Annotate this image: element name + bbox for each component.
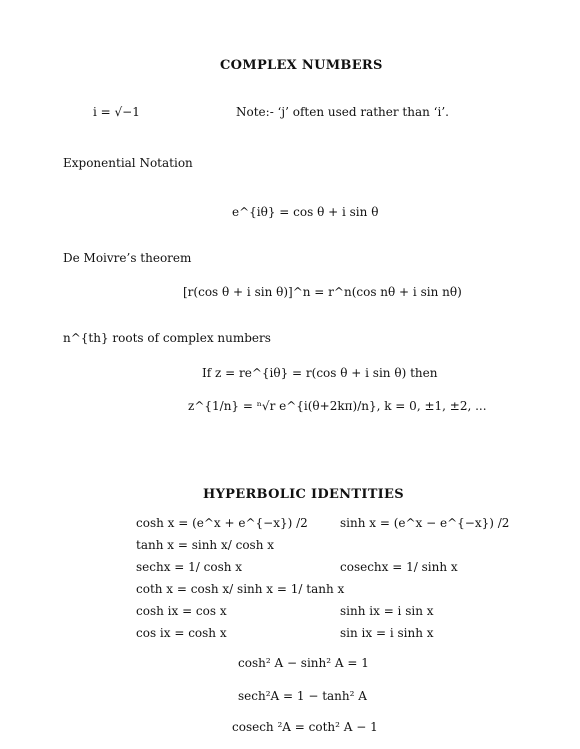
sin-ix: sin ix = i sinh x bbox=[340, 626, 434, 640]
sech-definition: sechx = 1/ cosh x bbox=[136, 560, 243, 574]
de-moivre-label: De Moivre’s theorem bbox=[63, 251, 192, 265]
cos-ix: cos ix = cosh x bbox=[136, 626, 227, 640]
identity-cosech-coth: cosech ²A = coth² A − 1 bbox=[232, 720, 378, 734]
roots-condition: If z = re^{iθ} = r(cos θ + i sin θ) then bbox=[202, 366, 438, 380]
identity-cosh-sinh: cosh² A − sinh² A = 1 bbox=[238, 656, 369, 670]
sinh-ix: sinh ix = i sin x bbox=[340, 604, 434, 618]
nth-roots-label: n^{th} roots of complex numbers bbox=[63, 331, 271, 345]
de-moivre-formula: [r(cos θ + i sin θ)]^n = r^n(cos nθ + i sin nθ) bbox=[183, 285, 462, 299]
tanh-definition: tanh x = sinh x/ cosh x bbox=[136, 538, 275, 552]
sinh-definition: sinh x = (e^x − e^{−x}) /2 bbox=[340, 516, 510, 530]
exponential-notation-label: Exponential Notation bbox=[63, 156, 193, 170]
euler-formula: e^{iθ} = cos θ + i sin θ bbox=[232, 205, 379, 219]
cosech-definition: cosechx = 1/ sinh x bbox=[340, 560, 458, 574]
complex-numbers-heading: COMPLEX NUMBERS bbox=[220, 58, 383, 73]
roots-formula: z^{1/n} = ⁿ√r e^{i(θ+2kπ)/n}, k = 0, ±1, ±2, ... bbox=[188, 399, 487, 413]
cosh-ix: cosh ix = cos x bbox=[136, 604, 227, 618]
note-j-usage: Note:- ‘j’ often used rather than ‘i’. bbox=[236, 105, 449, 119]
coth-definition: coth x = cosh x/ sinh x = 1/ tanh x bbox=[136, 582, 345, 596]
i-definition: i = √−1 bbox=[93, 105, 140, 119]
cosh-definition: cosh x = (e^x + e^{−x}) /2 bbox=[136, 516, 308, 530]
hyperbolic-identities-heading: HYPERBOLIC IDENTITIES bbox=[203, 487, 404, 502]
identity-sech-tanh: sech²A = 1 − tanh² A bbox=[238, 689, 367, 703]
